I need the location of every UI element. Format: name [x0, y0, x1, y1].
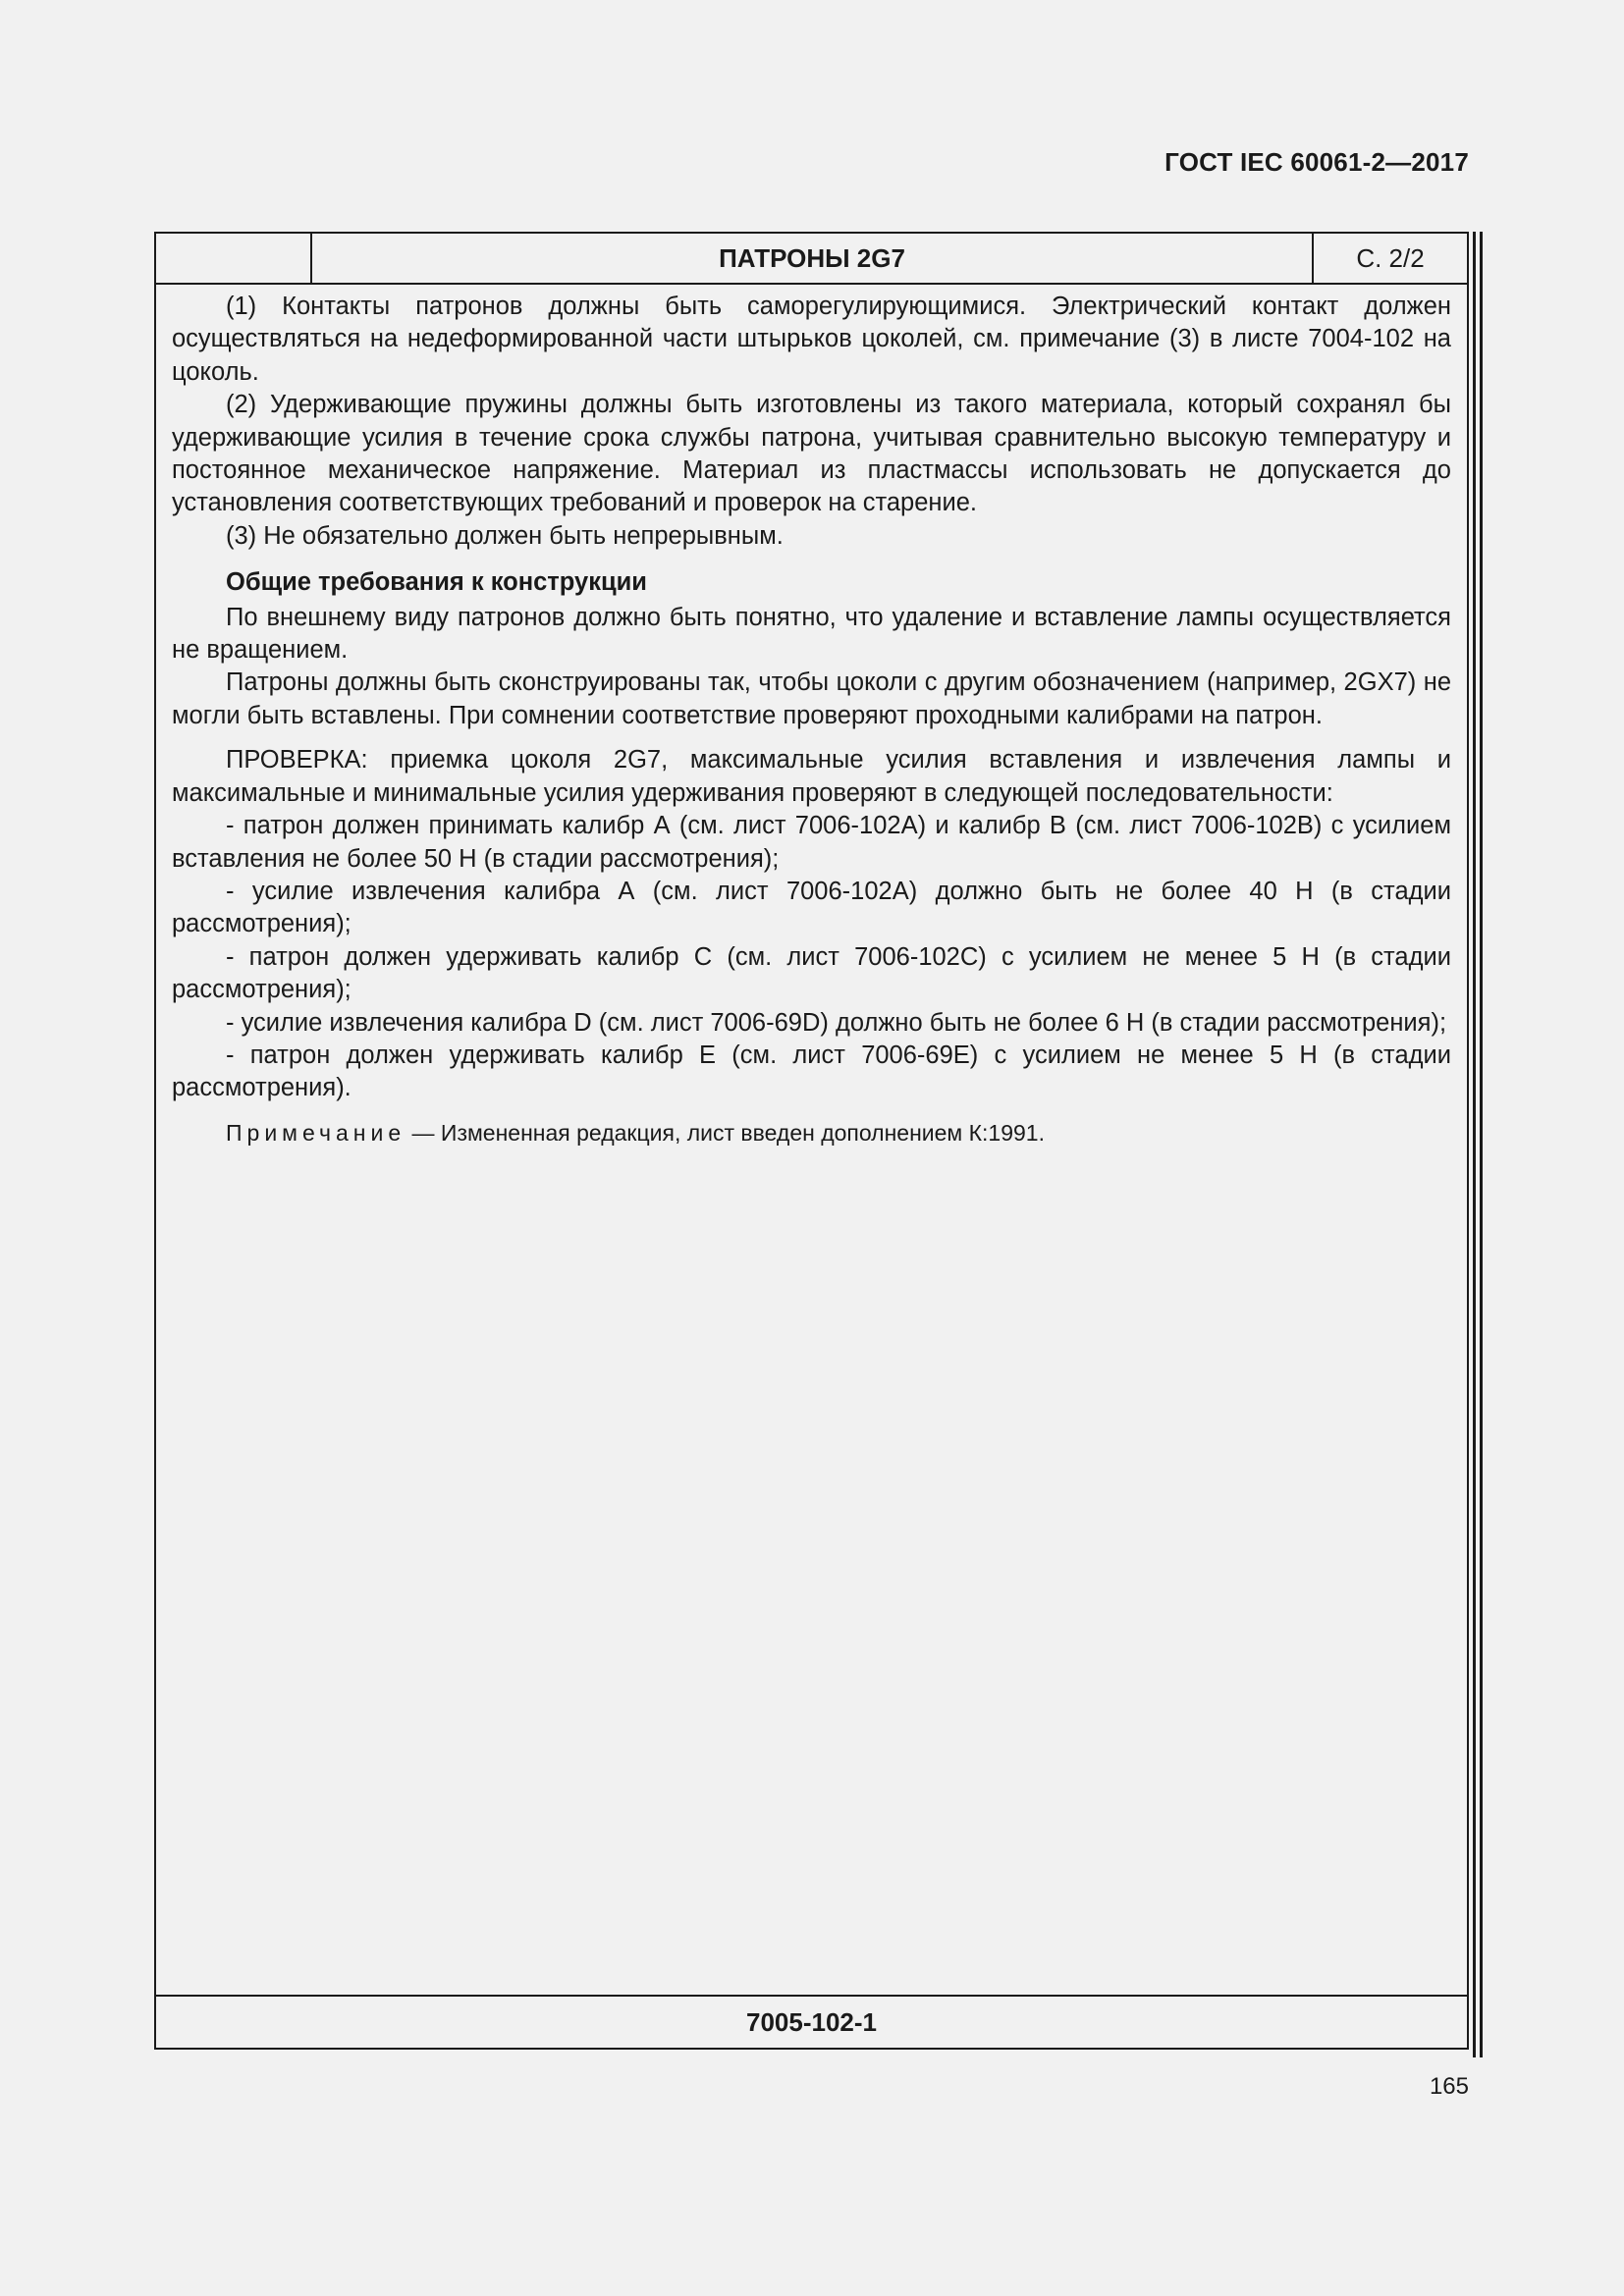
check-item-3: - патрон должен удерживать калибр С (см. лист 7006-102С) с усилием не менее 5 Н (в стадии рассмотрения); — [172, 942, 1451, 1004]
note-paragraph-3: (3) Не обязательно должен быть непрерывным. — [226, 521, 784, 550]
document-code: ГОСТ IEC 60061-2—2017 — [1164, 147, 1469, 177]
requirement-paragraph-2: Патроны должны быть сконструированы так, чтобы цоколи с другим обозначением (например, 2GX7) не могли быть вставлены. При сомнении соответствие проверяют проходными калибрами на патрон. — [172, 668, 1451, 729]
check-item-4: - усилие извлечения калибра D (см. лист 7006-69D) должно быть не более 6 Н (в стадии рассмотрения); — [226, 1008, 1447, 1037]
check-intro: ПРОВЕРКА: приемка цоколя 2G7, максимальные усилия вставления и извлечения лампы и максимальные и минимальные усилия удерживания проверяют в следующей последовательности: — [172, 746, 1451, 807]
check-item-1: - патрон должен принимать калибр А (см. лист 7006-102А) и калибр В (см. лист 7006-102В) с усилием вставления не более 50 Н (в стадии рассмотрения); — [172, 812, 1451, 873]
sheet-header — [156, 234, 1467, 285]
sheet-body — [172, 291, 1451, 1149]
frame-side-rule — [1473, 232, 1476, 2057]
sheet-page-indicator: С. 2/2 — [1356, 242, 1425, 273]
header-blank-cell — [156, 234, 312, 283]
requirement-paragraph-1: По внешнему виду патронов должно быть понятно, что удаление и вставление лампы осуществляется не вращением. — [172, 603, 1451, 665]
note-paragraph-2: (2) Удерживающие пружины должны быть изготовлены из такого материала, который сохранял бы удерживающие усилия в течение срока службы патрона, учитывая сравнительно высокую температуру и постоянное механическое напряжение. Материал из пластмассы использовать не допускается до установления соответствующих требований и проверок на старение. — [172, 391, 1451, 517]
check-item-2: - усилие извлечения калибра А (см. лист 7006-102А) должно быть не более 40 Н (в стадии рассмотрения); — [172, 877, 1451, 938]
page-number: 165 — [1429, 2073, 1469, 2100]
note-text: — Измененная редакция, лист введен дополнением К:1991. — [411, 1119, 1045, 1146]
note-paragraph-1: (1) Контакты патронов должны быть саморегулирующимися. Электрический контакт должен осуществляться на недеформированной части штырьков цоколей, см. примечание (3) в листе 7004-102 на цоколь. — [172, 293, 1451, 386]
standard-sheet-frame — [154, 232, 1469, 2050]
frame-side-rule — [1480, 232, 1483, 2057]
check-item-5: - патрон должен удерживать калибр Е (см. лист 7006-69Е) с усилием не менее 5 Н (в стадии рассмотрения). — [172, 1041, 1451, 1102]
sheet-title: ПАТРОНЫ 2G7 — [312, 234, 1314, 283]
note — [172, 1117, 1451, 1149]
section-heading: Общие требования к конструкции — [226, 568, 647, 597]
note-label: Примечание — [226, 1119, 406, 1146]
sheet-number: 7005-102-1 — [156, 1995, 1467, 2048]
